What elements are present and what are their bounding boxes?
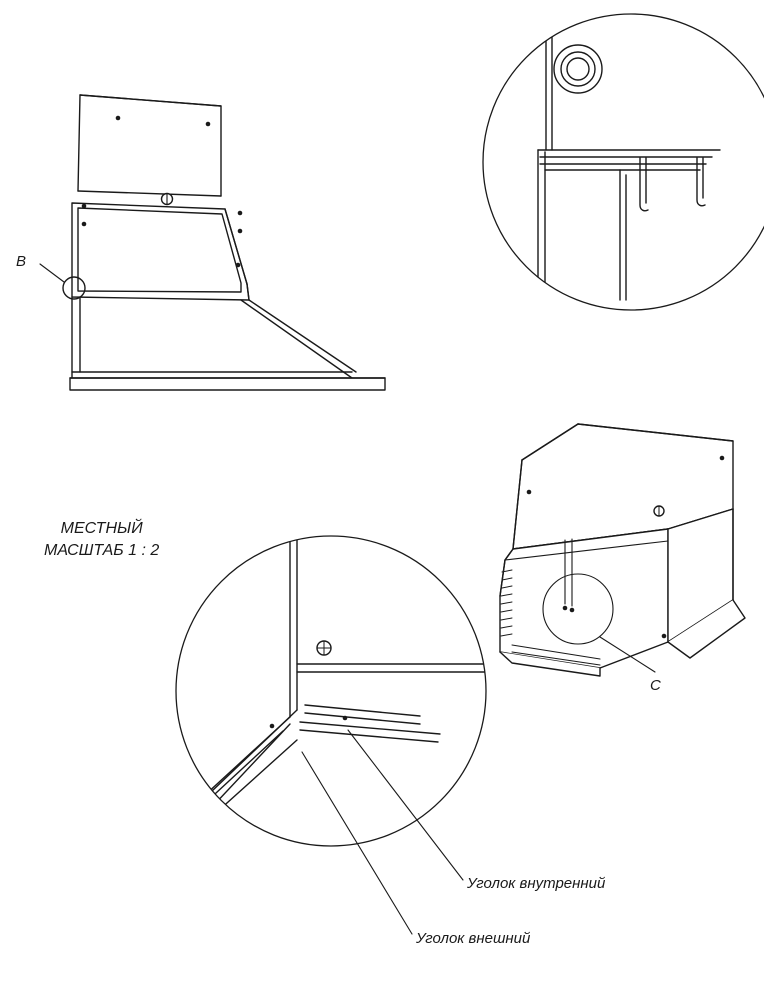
detail-view-c-local — [176, 536, 490, 934]
callout-outer-angle: Уголок внешний — [416, 930, 531, 947]
callout-detail-b: B — [16, 253, 27, 270]
callout-detail-c: C — [650, 677, 661, 694]
isometric-view — [500, 424, 745, 676]
local-view-scale: МАСШТАБ 1 : 2 — [44, 541, 160, 559]
local-view-title — [44, 518, 159, 561]
side-elevation-view — [40, 95, 385, 390]
callout-inner-angle: Уголок внутренний — [467, 875, 606, 892]
local-view-title-line1: МЕСТНЫЙ — [60, 520, 143, 537]
detail-view-b — [483, 0, 764, 310]
